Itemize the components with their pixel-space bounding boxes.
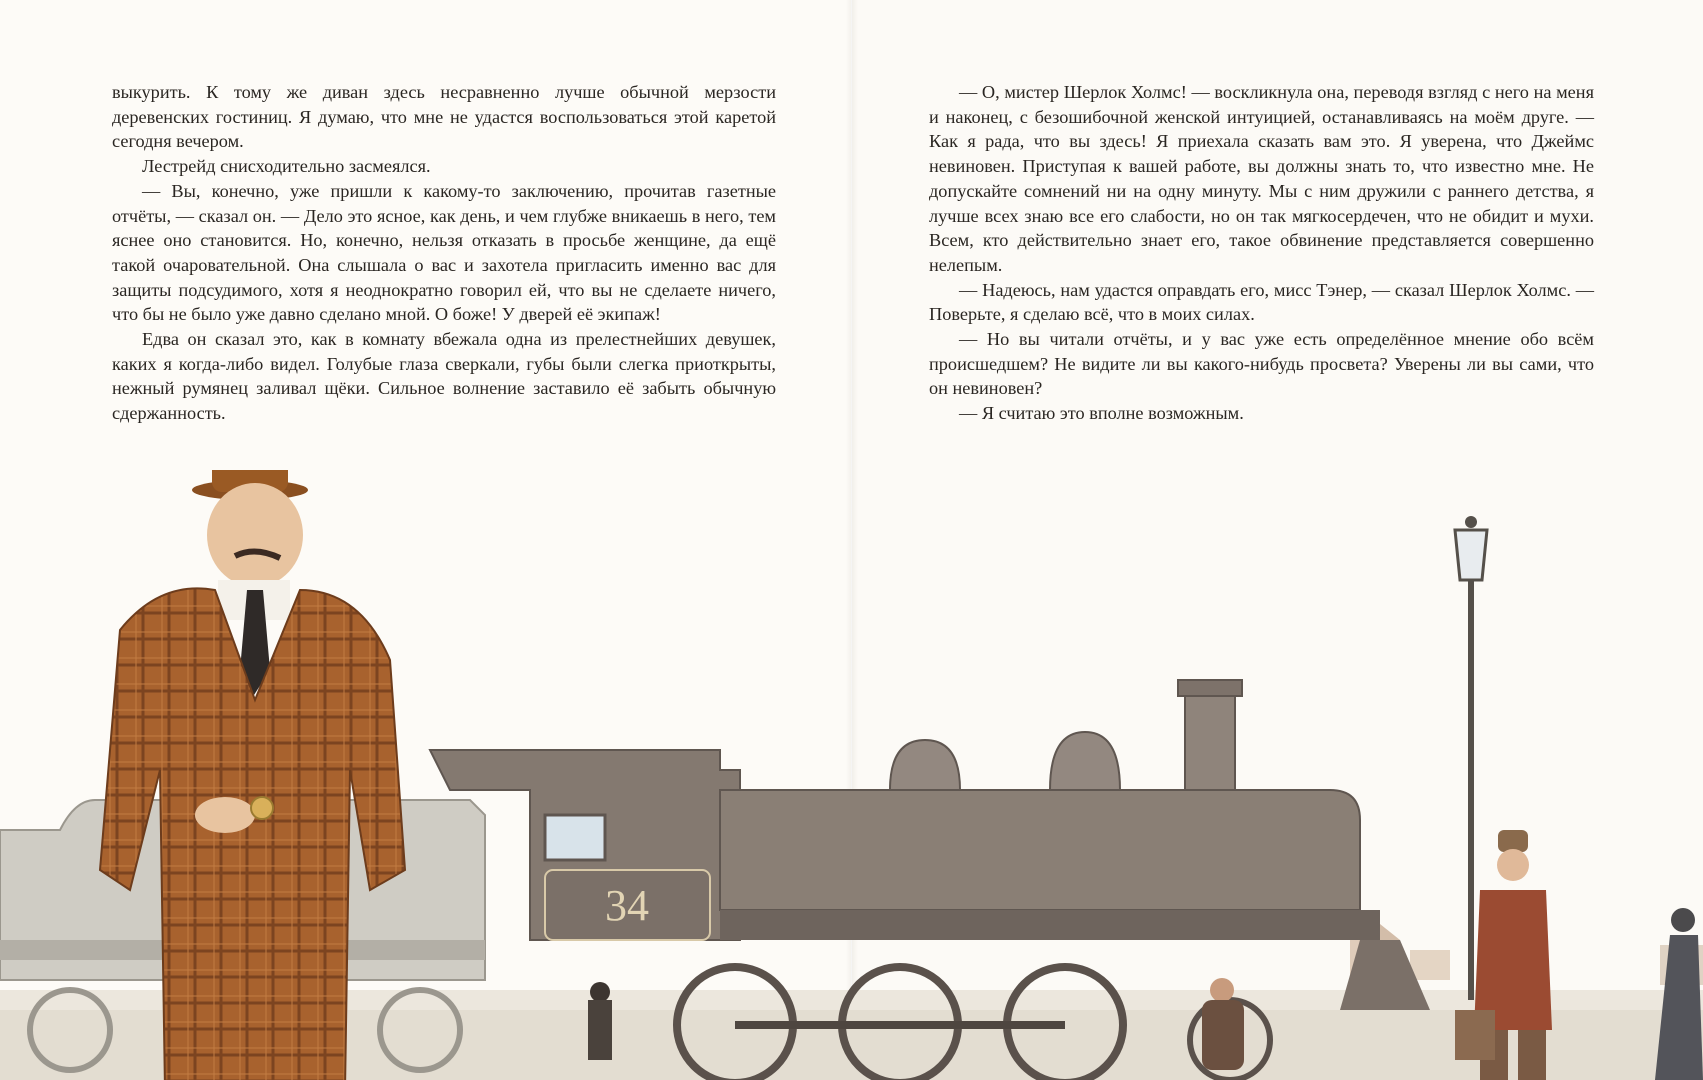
right-page-text (929, 80, 1594, 426)
paragraph: — Вы, конечно, уже пришли к какому-то заключению, прочитав газетные отчёты, — сказал он. — Дело это ясное, как день, и чем глубже вникаешь в него, тем яснее оно становится. Но, конечно, нельзя отказать в просьбе женщине, да ещё такой очаровательной. Она слышала о вас и захотела пригласить именно вас для защиты подсудимого, хотя я неоднократно говорил ей, что вы не сделаете ничего, что бы не было уже давно сделано мной. О боже! У дверей её экипаж! (112, 180, 776, 325)
paragraph: выкурить. К тому же диван здесь несравненно лучше обычной мерзости деревенских гостиниц. Я думаю, что мне не удастся воспользоваться этой каретой сегодня вечером. (112, 82, 776, 152)
paragraph: — Надеюсь, нам удастся оправдать его, мисс Тэнер, — сказал Шерлок Холмс. — Поверьте, я сделаю всё, что в моих силах. (929, 279, 1594, 325)
left-page-text (112, 80, 776, 426)
station-illustration (0, 470, 1703, 1080)
lestrade-figure (100, 470, 405, 1080)
paragraph: Лестрейд снисходительно засмеялся. (142, 156, 431, 177)
paragraph: Едва он сказал это, как в комнату вбежала одна из прелестнейших девушек, каких я когда-либо видел. Голубые глаза сверкали, губы были слегка приоткрыты, нежный румянец заливал щёки. Сильное волнение заставило её забыть обычную сдержанность. (112, 329, 776, 424)
locomotive-number: 34 (605, 881, 649, 930)
cab-window (545, 815, 605, 860)
pocket-watch (251, 797, 273, 819)
paragraph: — Я считаю это вполне возможным. (959, 403, 1244, 424)
paragraph: — О, мистер Шерлок Холмс! — воскликнула она, переводя взгляд с него на меня и наконец, с безошибочной женской интуицией, останавливаясь на моём друге. — Как я рада, что вы здесь! Я приехала сказать вам это. Я уверена, что Джеймс невиновен. Приступая к вашей работе, вы должны знать то, что известно мне. Не допускайте сомнений ни на одну минуту. Мы с ним дружили с раннего детства, я лучше всех знаю все его слабости, но он так мягкосердечен, что не обидит и мухи. Всем, кто действительно знает его, такое обвинение представляется совершенно нелепым. (929, 82, 1594, 275)
paragraph: — Но вы читали отчёты, и у вас уже есть определённое мнение обо всём происшедшем? Не видите ли вы какого-нибудь просвета? Уверены ли вы сами, что он невиновен? (929, 329, 1594, 399)
worker-figure (588, 982, 612, 1060)
